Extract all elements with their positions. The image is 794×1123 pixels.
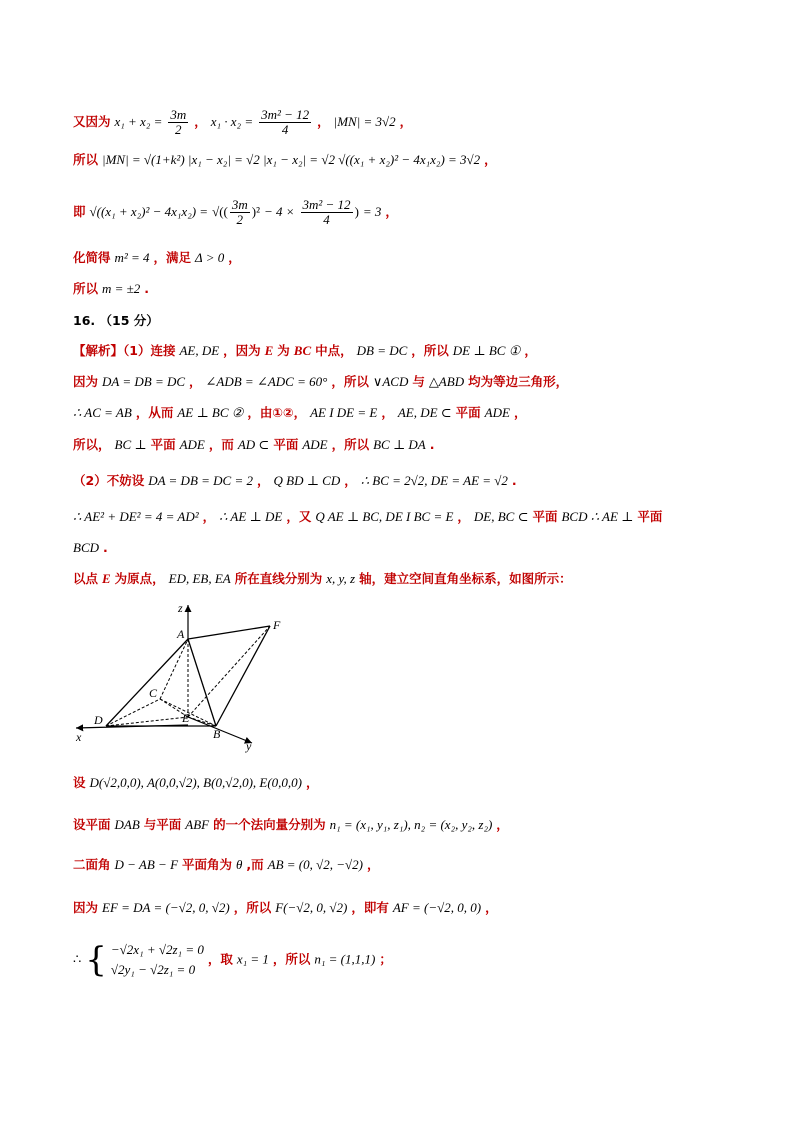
- text: 平面: [455, 405, 481, 420]
- fraction: [301, 198, 353, 227]
- line-15: [73, 775, 319, 791]
- math: Q AE ⊥ BC, DE I BC = E: [315, 509, 454, 524]
- line-5: [73, 281, 149, 297]
- math: x₁ = 1: [236, 951, 269, 967]
- math: x₁ + x₂ =: [114, 114, 163, 129]
- text: 因为: [73, 900, 99, 915]
- label-F: F: [273, 618, 281, 632]
- text: 因为: [73, 374, 99, 389]
- text: 与: [412, 374, 425, 389]
- text: ，所以: [411, 343, 449, 358]
- paren: )²: [251, 204, 260, 219]
- numerator: 3m: [170, 107, 187, 122]
- text: 化简得: [73, 250, 111, 265]
- question-number: 16. （15 分）: [73, 313, 159, 328]
- edge-DE: [106, 717, 188, 726]
- text: 所在直线分别为: [234, 571, 323, 586]
- line-4: [73, 250, 241, 266]
- math: ∴ BC = 2√2, DE = AE = √2: [360, 473, 508, 488]
- math: n₁ = (x₁, y₁, z₁), n₂ = (x₂, y₂, z₂): [329, 817, 493, 832]
- edge-FB: [216, 626, 270, 726]
- equation-1: −√2x₁ + √2z₁ = 0: [110, 942, 204, 957]
- math: Q BD ⊥ CD: [273, 473, 341, 488]
- math: BC ⊥ DA: [373, 437, 426, 452]
- math: DA = DB = DC: [102, 374, 186, 389]
- math: AD ⊂: [237, 437, 270, 452]
- edge-AF: [188, 626, 270, 639]
- math: EF = DA = (−√2, 0, √2): [102, 900, 230, 915]
- math: BCD ∴ AE ⊥: [561, 509, 634, 524]
- text: ，: [457, 509, 470, 524]
- math: F(−√2, 0, √2): [275, 900, 348, 915]
- math: AE I DE = E: [310, 405, 378, 420]
- math: √((x₁ + x₂)² − 4x₁x₂) =: [89, 204, 209, 219]
- text: ，所以: [272, 951, 311, 967]
- text: ，: [496, 817, 509, 832]
- text: 为: [277, 343, 290, 358]
- text: ，: [306, 775, 319, 790]
- math: |MN| = 3√2: [333, 114, 396, 129]
- text: 二面角: [73, 857, 111, 872]
- math: D(√2,0,0), A(0,0,√2), B(0,√2,0), E(0,0,0): [89, 775, 303, 790]
- math: Δ > 0: [195, 250, 225, 265]
- text: ，从而: [135, 405, 174, 420]
- numerator: 3m: [231, 197, 248, 212]
- math: ADE: [484, 405, 510, 420]
- text: 所以，: [73, 437, 111, 452]
- label-B: B: [213, 727, 221, 741]
- math: ∴ AE ⊥ DE: [219, 509, 283, 524]
- text: ，: [256, 473, 270, 488]
- text: ，由①②，: [247, 405, 307, 420]
- math: m = ±2: [102, 281, 141, 296]
- math: |MN| = √(1+k²) |x₁ − x₂| = √2 |x₁ − x₂| = √2 √((x₁ + x₂)² − 4x₁x₂) = 3√2: [102, 152, 481, 167]
- text: ，又: [286, 509, 312, 524]
- math: ∴ AC = AB: [73, 405, 132, 420]
- line-13: [73, 540, 108, 556]
- text: ，因为: [223, 343, 261, 358]
- math: ADE: [302, 437, 328, 452]
- math: n₁ = (1,1,1): [314, 951, 376, 967]
- label-A: A: [177, 627, 185, 641]
- text: ，满足: [153, 250, 192, 265]
- text: ，即有: [351, 900, 389, 915]
- therefore: ∴: [73, 951, 82, 967]
- math: AE, DE ⊂: [397, 405, 452, 420]
- text: 轴，建立空间直角坐标系，如图所示：: [359, 571, 572, 586]
- text: ，所以: [331, 437, 370, 452]
- edge-EF: [188, 626, 270, 717]
- text: 均为等边三角形，: [468, 374, 569, 389]
- text: 平面: [150, 437, 176, 452]
- text: ，: [524, 343, 537, 358]
- line-19: [73, 940, 392, 980]
- fraction: [230, 198, 250, 227]
- text: 所以: [73, 281, 99, 296]
- line-18: [73, 900, 498, 916]
- math: ∨ACD: [372, 374, 409, 389]
- text: ,而: [246, 857, 264, 872]
- text: 平面: [532, 509, 558, 524]
- text: ，取: [207, 951, 233, 967]
- text: 又因为: [73, 114, 111, 129]
- math: = 3: [362, 204, 382, 219]
- text: .: [429, 437, 435, 452]
- line-3: [73, 198, 398, 227]
- line-8: [73, 374, 568, 390]
- math: ABF: [185, 817, 210, 832]
- math: DE ⊥ BC ①: [452, 343, 521, 358]
- text: 平面角为: [182, 857, 233, 872]
- label-x: x: [76, 730, 82, 744]
- text: .: [511, 473, 517, 488]
- math: △ABD: [428, 374, 465, 389]
- text: 平面: [273, 437, 299, 452]
- math: − 4 ×: [263, 204, 295, 219]
- brace: {: [85, 940, 107, 980]
- text: ，: [485, 900, 498, 915]
- line-9: [73, 405, 526, 421]
- text: 即: [73, 204, 86, 219]
- denominator: 4: [281, 122, 289, 137]
- text: ，: [194, 114, 207, 129]
- text: 设平面: [73, 817, 111, 832]
- text: ，所以: [233, 900, 272, 915]
- denominator: 2: [175, 122, 182, 137]
- text: ，: [344, 473, 357, 488]
- line-10: [73, 437, 434, 453]
- text: 的一个法向量分别为: [213, 817, 326, 832]
- fraction: [259, 108, 311, 137]
- text: ，: [189, 374, 202, 389]
- line-16: [73, 817, 509, 833]
- label-z: z: [178, 601, 183, 615]
- line-12: [73, 509, 662, 525]
- text: ，而: [208, 437, 234, 452]
- equation-2: √2y₁ − √2z₁ = 0: [110, 962, 196, 977]
- line-1: [73, 108, 412, 137]
- math: DA = DB = DC = 2: [148, 473, 253, 488]
- text: ，: [513, 405, 527, 420]
- text: 设: [73, 775, 86, 790]
- math: ED, EB, EA: [168, 571, 231, 586]
- text: 中点，: [315, 343, 353, 358]
- line-2: [73, 152, 497, 168]
- text: ，: [228, 250, 241, 265]
- text: ，: [385, 204, 398, 219]
- paren: √((: [212, 204, 228, 219]
- math: ∠ADB = ∠ADC = 60°: [205, 374, 328, 389]
- text: ，: [202, 509, 216, 524]
- text: 与平面: [143, 817, 182, 832]
- line-17: [73, 857, 379, 873]
- text: 平面: [637, 509, 663, 524]
- math: BCD: [73, 540, 99, 555]
- text: ，: [484, 152, 497, 167]
- text: （2）不妨设: [73, 473, 145, 488]
- math: E: [102, 571, 111, 586]
- text: 以点: [73, 571, 99, 586]
- math: ADE: [179, 437, 205, 452]
- equation-system: [111, 940, 204, 980]
- math: m² = 4: [114, 250, 150, 265]
- math: DB = DC: [356, 343, 408, 358]
- text: 所以: [73, 152, 99, 167]
- math: x, y, z: [326, 571, 356, 586]
- edge-DC: [106, 699, 160, 726]
- label-y: y: [246, 739, 252, 753]
- math: BC: [293, 343, 312, 358]
- math: θ: [236, 857, 243, 872]
- text: ，: [366, 857, 380, 872]
- edge-DA: [106, 639, 188, 726]
- line-11: [73, 473, 517, 489]
- math: ∴ AE² + DE² = 4 = AD²: [73, 509, 199, 524]
- label-E: E: [182, 711, 190, 725]
- label-C: C: [149, 686, 158, 700]
- math: AE, DE: [179, 343, 220, 358]
- geometry-figure: [60, 595, 300, 755]
- fraction: [168, 108, 188, 137]
- math: AE ⊥ BC ②: [177, 405, 244, 420]
- paren: ): [354, 204, 359, 219]
- text: 为原点，: [114, 571, 165, 586]
- math: BC ⊥: [114, 437, 147, 452]
- math: E: [264, 343, 274, 358]
- line-14: [73, 571, 572, 587]
- math: DAB: [114, 817, 140, 832]
- line-7: [73, 343, 537, 359]
- edge-CA: [160, 639, 188, 699]
- text: ，: [381, 405, 394, 420]
- text: .: [144, 281, 150, 296]
- text: ，: [399, 114, 413, 129]
- text: ；: [379, 951, 392, 967]
- numerator: 3m² − 12: [261, 107, 310, 122]
- text: .: [102, 540, 108, 555]
- math: DE, BC ⊂: [473, 509, 529, 524]
- denominator: 4: [323, 212, 330, 227]
- math: D − AB − F: [114, 857, 179, 872]
- label-D: D: [94, 713, 103, 727]
- denominator: 2: [236, 212, 244, 227]
- text: ，所以: [331, 374, 369, 389]
- math: x₁ · x₂ =: [210, 114, 254, 129]
- numerator: 3m² − 12: [302, 197, 351, 212]
- math: AF = (−√2, 0, 0): [392, 900, 482, 915]
- math: AB = (0, √2, −√2): [267, 857, 363, 872]
- text: ，: [317, 114, 330, 129]
- analysis-tag: 【解析】（1）连接: [73, 343, 176, 358]
